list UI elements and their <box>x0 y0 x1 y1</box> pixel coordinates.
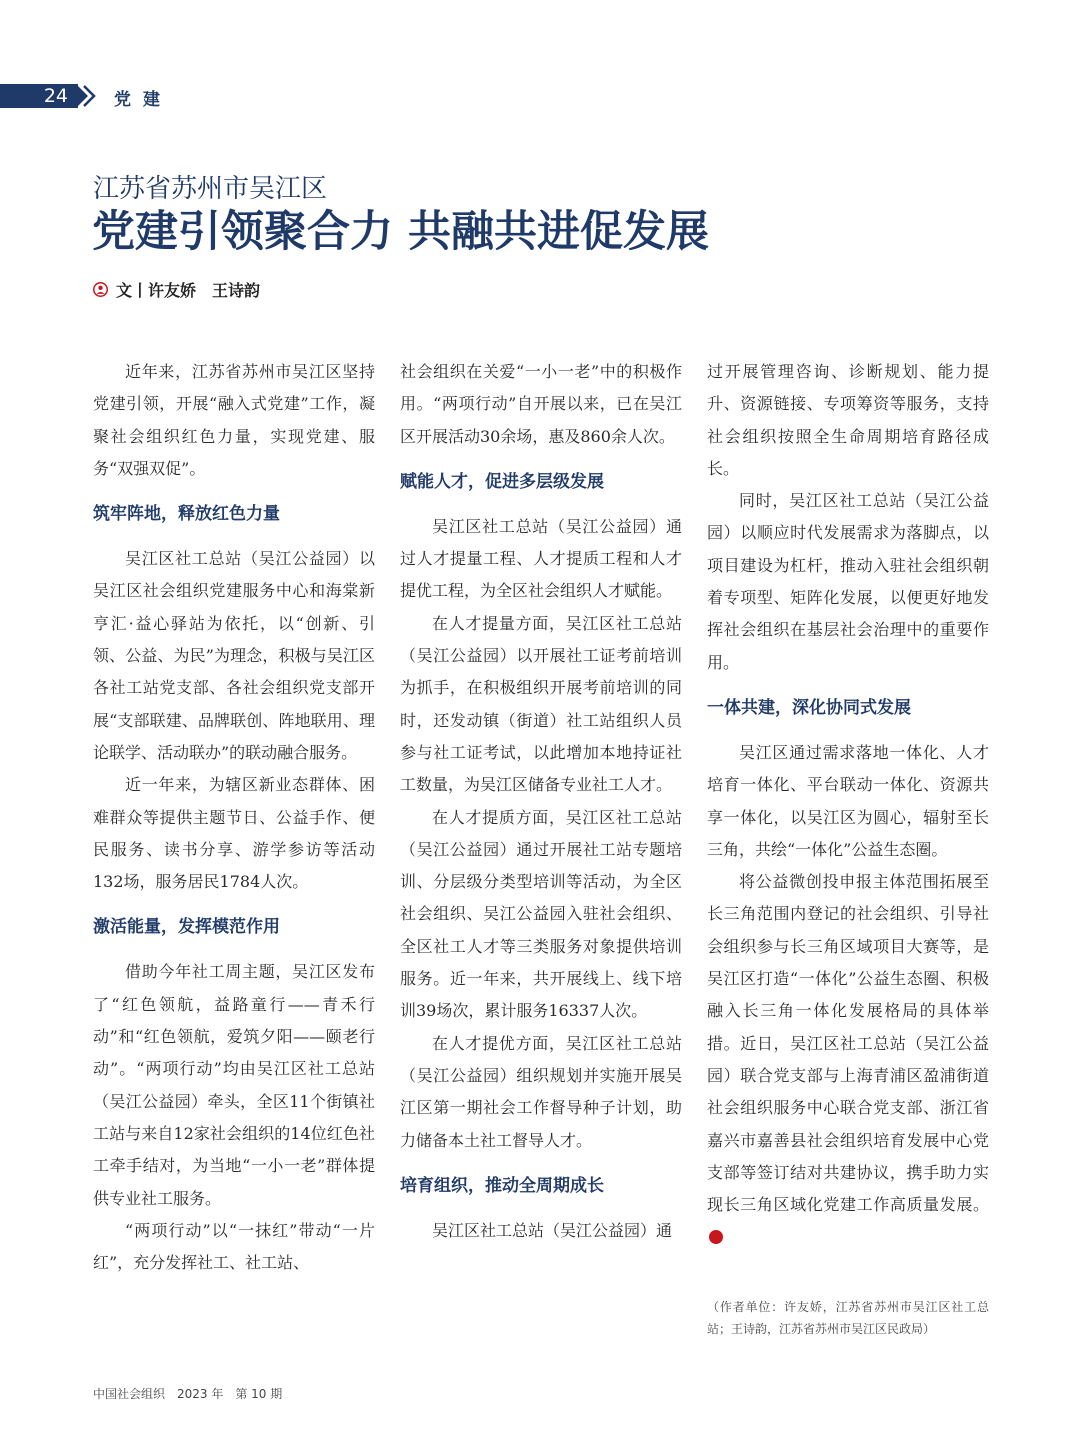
end-mark-icon <box>709 1230 723 1244</box>
byline-text: 文丨许友娇 王诗韵 <box>116 281 261 300</box>
paragraph: 近一年来，为辖区新业态群体、困难群众等提供主题节日、公益手作、便民服务、读书分享、游学参访等活动132场，服务居民1784人次。 <box>93 775 375 892</box>
article-title: 党建引领聚合力 共融共进促发展 <box>92 207 709 257</box>
paragraph: 吴江区社工总站（吴江公益园）通 <box>432 1220 673 1240</box>
section-heading: 培育组织，推动全周期成长 <box>400 1175 604 1196</box>
paragraph: 社会组织在关爱“一小一老”中的积极作用。“两项行动”自开展以来，已在吴江区开展活动30余场，惠及860余人次。 <box>400 362 682 446</box>
section-heading: 筑牢阵地，释放红色力量 <box>93 504 280 525</box>
column-3 <box>707 356 989 1340</box>
column-2 <box>400 356 682 1247</box>
author-icon <box>93 282 108 297</box>
paragraph: 在人才提量方面，吴江区社工总站（吴江公益园）以开展社工证考前培训为抓手，在积极组织开展考前培训的同时，还发动镇（街道）社工站组织人员参与社工证考试，以此增加本地持证社工数量，为吴江区储备专业社工人才。 <box>400 613 682 795</box>
paragraph <box>707 866 989 1254</box>
chevron-right-icon <box>76 84 100 108</box>
author-affiliation-note: （作者单位：许友娇，江苏省苏州市吴江区社工总站；王诗韵，江苏省苏州市吴江区民政局） <box>707 1299 989 1336</box>
section-heading: 一体共建，深化协同式发展 <box>707 697 911 718</box>
byline <box>93 278 260 301</box>
paragraph: 近年来，江苏省苏州市吴江区坚持党建引领，开展“融入式党建”工作，凝聚社会组织红色力量，实现党建、服务“双强双促”。 <box>93 362 375 478</box>
paragraph: “两项行动”以“一抹红”带动“一片红”，充分发挥社工、社工站、 <box>93 1220 375 1273</box>
page-number-badge: 24 <box>0 84 78 108</box>
section-label: 党建 <box>114 90 172 110</box>
paragraph: 同时，吴江区社工总站（吴江公益园）以顺应时代发展需求为落脚点，以项目建设为杠杆，推动入驻社会组织朝着专项型、矩阵化发展，以便更好地发挥社会组织在基层社会治理中的重要作用。 <box>707 491 989 672</box>
paragraph-text: 将公益微创投申报主体范围拓展至长三角范围内登记的社会组织、引导社会组织参与长三角区域项目大赛等，是吴江区打造“一体化”公益生态圈、积极融入长三角一体化发展格局的具体举措。近日，吴江区社工总站（吴江公益园）联合党支部与上海青浦区盈浦街道社会组织服务中心联合党支部、浙江省嘉兴市嘉善县社会组织培育发展中心党支部等签订结对共建协议，携手助力实现长三角区域化党建工作高质量发展。 <box>707 872 989 1215</box>
paragraph: 借助今年社工周主题，吴江区发布了“红色领航，益路童行——青禾行动”和“红色领航，爱筑夕阳——颐老行动”。“两项行动”均由吴江区社工总站（吴江公益园）牵头，全区11个街镇社工站与来自12家社会组织的14位红色社工牵手结对，为当地“一小一老”群体提供专业社工服务。 <box>93 962 375 1208</box>
article-kicker: 江苏省苏州市吴江区 <box>93 174 328 204</box>
footer-publication-info: 中国社会组织 2023 年 第 10 期 <box>93 1387 283 1401</box>
paragraph: 吴江区社工总站（吴江公益园）通过人才提量工程、人才提质工程和人才提优工程，为全区社会组织人才赋能。 <box>400 516 682 601</box>
column-1 <box>93 356 375 1279</box>
paragraph: 过开展管理咨询、诊断规划、能力提升、资源链接、专项筹资等服务，支持社会组织按照全生命周期培育路径成长。 <box>707 362 989 478</box>
paragraph: 吴江区社工总站（吴江公益园）以吴江区社会组织党建服务中心和海棠新亨汇·益心驿站为依托，以“创新、引领、公益、为民”为理念，积极与吴江区各社工站党支部、各社会组织党支部开展“支部联建、品牌联创、阵地联用、理论联学、活动联办”的联动融合服务。 <box>93 549 375 762</box>
section-heading: 赋能人才，促进多层级发展 <box>400 471 604 492</box>
paragraph: 在人才提优方面，吴江区社工总站（吴江公益园）组织规划并实施开展吴江区第一期社会工作督导种子计划，助力储备本土社工督导人才。 <box>400 1033 682 1150</box>
paragraph: 吴江区通过需求落地一体化、人才培育一体化、平台联动一体化、资源共享一体化，以吴江区为圆心，辐射至长三角，共绘“一体化”公益生态圈。 <box>707 742 989 859</box>
section-heading: 激活能量，发挥模范作用 <box>93 917 280 938</box>
paragraph: 在人才提质方面，吴江区社工总站（吴江公益园）通过开展社工站专题培训、分层级分类型培训等活动，为全区社会组织、吴江公益园入驻社会组织、全区社工人才等三类服务对象提供培训服务。近一年来，共开展线上、线下培训39场次，累计服务16337人次。 <box>400 807 682 1021</box>
